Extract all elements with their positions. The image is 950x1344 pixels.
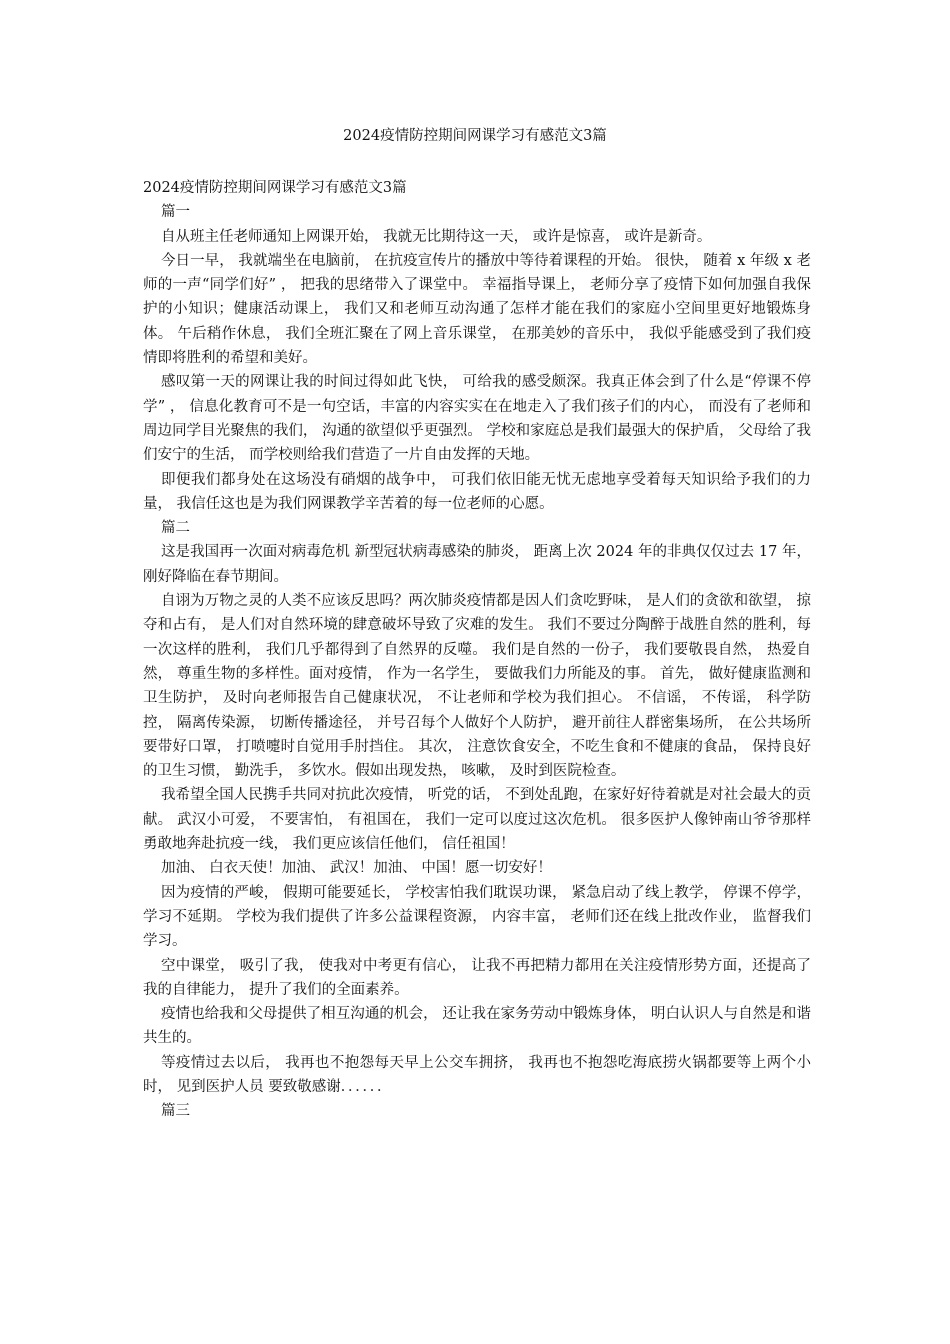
paragraph: 今日一早， 我就端坐在电脑前， 在抗疫宣传片的播放中等待着课程的开始。 很快， 随着 x 年级 x 老师的一声“同学们好” ， 把我的思绪带入了课堂中。 幸福指导课上， 老师分享了疫情下如何加强自我保护的小知识；健康活动课上， 我们又和老师互动沟通了怎样才能在我们的家庭小空间里更好地锻炼身体。 午后稍作休息， 我们全班汇聚在了网上音乐课堂， 在那美妙的音乐中， 我似乎能感受到了我们疫情即将胜利的希望和美好。: [143, 252, 811, 367]
paragraph: 等疫情过去以后， 我再也不抱怨每天早上公交车拥挤， 我再也不抱怨吃海底捞火锅都要等上两个小时， 见到医护人员 要致敬感谢．．．．．．: [143, 1054, 811, 1095]
section-label-1: 篇一: [161, 204, 190, 221]
paragraph: 因为疫情的严峻， 假期可能要延长， 学校害怕我们耽误功课， 紧急启动了线上教学， 停课不停学， 学习不延期。 学校为我们提供了许多公益课程资源， 内容丰富， 老师们还在线上批改作业， 监督我们学习。: [143, 884, 811, 950]
document-title: 2024疫情防控期间网课学习有感范文3篇: [343, 128, 607, 144]
document-body: [143, 176, 811, 1124]
paragraph: 即便我们都身处在这场没有硝烟的战争中， 可我们依旧能无忧无虑地享受着每天知识给予我们的力量， 我信任这也是为我们网课教学辛苦着的每一位老师的心愿。: [143, 471, 811, 512]
paragraph: 感叹第一天的网课让我的时间过得如此飞快， 可给我的感受颇深。我真正体会到了什么是“停课不停学” ， 信息化教育可不是一句空话，丰富的内容实实在在地走入了我们孩子们的内心， 而没有了老师和周边同学目光聚焦的我们， 沟通的欲望似乎更强烈。 学校和家庭总是我们最强大的保护盾， 父母给了我们安宁的生活， 而学校则给我们营造了一片自由发挥的天地。: [143, 374, 811, 464]
section-label-3: 篇三: [161, 1103, 190, 1120]
paragraph: 疫情也给我和父母提供了相互沟通的机会， 还让我在家务劳动中锻炼身体， 明白认识人与自然是和谐共生的。: [143, 1006, 811, 1047]
body-heading: 2024疫情防控期间网课学习有感范文3篇: [143, 180, 407, 196]
paragraph: 这是我国再一次面对病毒危机 新型冠状病毒感染的肺炎， 距离上次 2024 年的非典仅仅过去 17 年， 刚好降临在春节期间。: [143, 544, 811, 585]
paragraph: 自从班主任老师通知上网课开始， 我就无比期待这一天， 或许是惊喜， 或许是新奇。: [161, 228, 712, 245]
paragraph: 我希望全国人民携手共同对抗此次疫情， 听党的话， 不到处乱跑，在家好好待着就是对社会最大的贡献。 武汉小可爱， 不要害怕， 有祖国在， 我们一定可以度过这次危机。 很多医护人像钟南山爷爷那样勇敢地奔赴抗疫一线， 我们更应该信任他们， 信任祖国！: [143, 787, 811, 853]
paragraph: 自诩为万物之灵的人类不应该反思吗？两次肺炎疫情都是因人们贪吃野味， 是人们的贪欲和欲望， 掠夺和占有， 是人们对自然环境的肆意破坏导致了灾难的发生。 我们不要过分陶醉于战胜自然的胜利，每一次这样的胜利， 我们几乎都得到了自然界的反噬。 我们是自然的一份子， 我们要敬畏自然， 热爱自然， 尊重生物的多样性。面对疫情， 作为一名学生， 要做我们力所能及的事。 首先， 做好健康监测和卫生防护， 及时向老师报告自己健康状况， 不让老师和学校为我们担心。 不信谣， 不传谣， 科学防控， 隔离传染源， 切断传播途径， 并号召每个人做好个人防护， 避开前往人群密集场所， 在公共场所要带好口罩， 打喷嚏时自觉用手肘挡住。 其次， 注意饮食安全，不吃生食和不健康的食品， 保持良好的卫生习惯， 勤洗手， 多饮水。假如出现发热， 咳嗽， 及时到医院检查。: [143, 593, 811, 780]
paragraph: 空中课堂， 吸引了我， 使我对中考更有信心， 让我不再把精力都用在关注疫情形势方面，还提高了我的自律能力， 提升了我们的全面素养。: [143, 957, 811, 998]
section-label-2: 篇二: [161, 520, 190, 537]
paragraph: 加油、 白衣天使！加油、 武汉！加油、 中国！愿一切安好！: [161, 860, 552, 877]
